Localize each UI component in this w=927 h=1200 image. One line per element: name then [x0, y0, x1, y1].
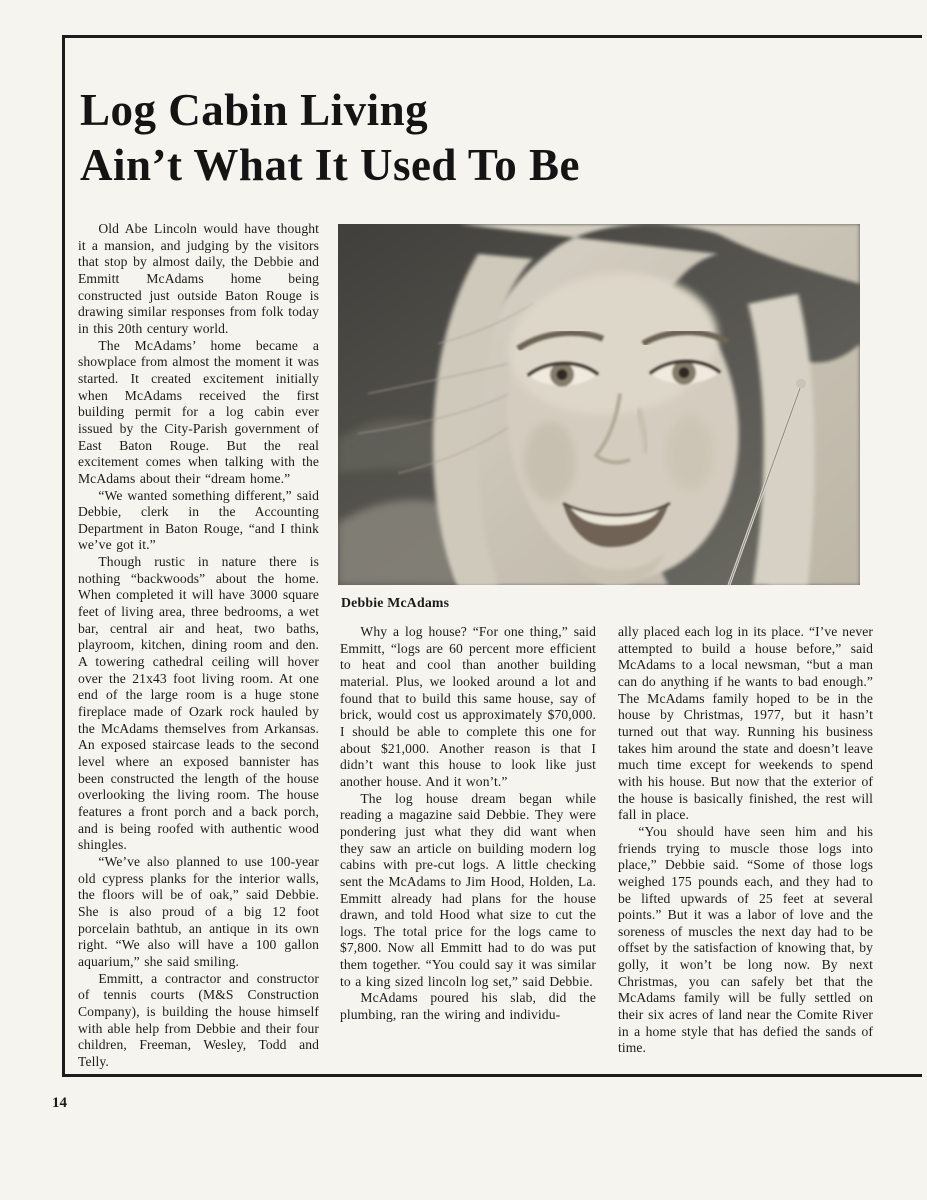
article-column-1	[78, 221, 319, 1070]
paragraph: The log house dream began while reading a magazine said Debbie. They were pondering just what they did want when they saw an article on building modern log cabins with pre-cut logs. A little checking sent the McAdams to Jim Hood, Holden, La. Emmitt already had plans for the house drawn, and told Hood what size to cut the logs. The total price for the logs came to $7,800. Now all Emmitt had to do was put them together. “You could say it was similar to a king sized lincoln log set,” said Debbie.	[340, 790, 596, 989]
article-title	[80, 83, 580, 193]
paragraph: Why a log house? “For one thing,” said Emmitt, “logs are 60 percent more efficient to heat and cool than another building material. Plus, we looked around a lot and found that to build this same house, say of brick, would cost us approximately $70,000. I should be able to complete this one for about $21,000. Another reason is that I didn’t want this house to look like just another house. And it won’t.”	[340, 624, 596, 789]
article-title-line2: Ain’t What It Used To Be	[80, 140, 581, 190]
paragraph: Emmitt, a contractor and constructor of tennis courts (M&S Construction Company), is building the house himself with able help from Debbie and their four children, Freeman, Wesley, Todd and Telly.	[78, 970, 319, 1069]
paragraph: Old Abe Lincoln would have thought it a mansion, and judging by the visitors that stop by almost daily, the Debbie and Emmitt McAdams home being constructed just outside Baton Rouge is drawing similar responses from folk today in this 20th century world.	[78, 221, 319, 336]
article-title-line1: Log Cabin Living	[80, 85, 429, 135]
paragraph: “You should have seen him and his friends trying to muscle those logs into place,” Debbie said. “Some of those logs weighed 175 pounds each, and they had to be lifted upwards of 25 feet at several points.” But it was a labor of love and the soreness of muscles the next day had to be offset by the satisfaction of knowing that, by golly, it won’t be long now. By next Christmas, you can safely bet that the McAdams family will be fully settled on their six acres of land near the Comite River in a home style that has defied the sands of time.	[618, 823, 873, 1056]
paragraph: Though rustic in nature there is nothing “backwoods” about the home. When completed it will have 3000 square feet of living area, three bedrooms, a wet bar, central air and heat, two baths, playroom, kitchen, dining room and den. A towering cathedral ceiling will hover over the 21x43 foot living room. At one end of the large room is a huge stone fireplace made of Ozark rock hauled by the McAdams themselves from Arkansas. An exposed staircase leads to the second level where an exposed bannister has been constructed the length of the house overlooking the living room. The house features a front porch and a back porch, and is being roofed with authentic wood shingles.	[78, 554, 319, 853]
paragraph: McAdams poured his slab, did the plumbing, ran the wiring and individu-	[340, 990, 596, 1023]
paragraph: ally placed each log in its place. “I’ve never attempted to build a house before,” said McAdams to a local newsman, “but a man can do anything if he wants to bad enough.” The McAdams family hoped to be in the house by Christmas, 1977, but it hasn’t turned out that way. Running his business takes him around the state and doesn’t leave much time except for weekends to spend with his house. But now that the exterior of the house is basically finished, the rest will fall in place.	[618, 624, 873, 823]
paragraph: The McAdams’ home became a showplace from almost the moment it was started. It created excitement initially when McAdams received the first building permit for a log cabin ever issued by the City-Parish government of East Baton Rouge. But the real excitement comes when talking with the McAdams about their “dream home.”	[78, 337, 319, 486]
article-column-2	[340, 624, 596, 1024]
page-number: 14	[52, 1095, 67, 1111]
photo-caption: Debbie McAdams	[341, 595, 450, 610]
paragraph: “We wanted something different,” said Debbie, clerk in the Accounting Department in Baton Rouge, “and I think we’ve got it.”	[78, 487, 319, 553]
portrait-photo-illustration	[338, 224, 860, 585]
article-column-3	[618, 624, 873, 1057]
paragraph: “We’ve also planned to use 100-year old cypress planks for the interior walls, the floors will be of oak,” said Debbie. She is also proud of a big 12 foot porcelain bathtub, an antique in its own right. “We also will have a 100 gallon aquarium,” she said smiling.	[78, 853, 319, 969]
portrait-photo	[338, 224, 860, 585]
